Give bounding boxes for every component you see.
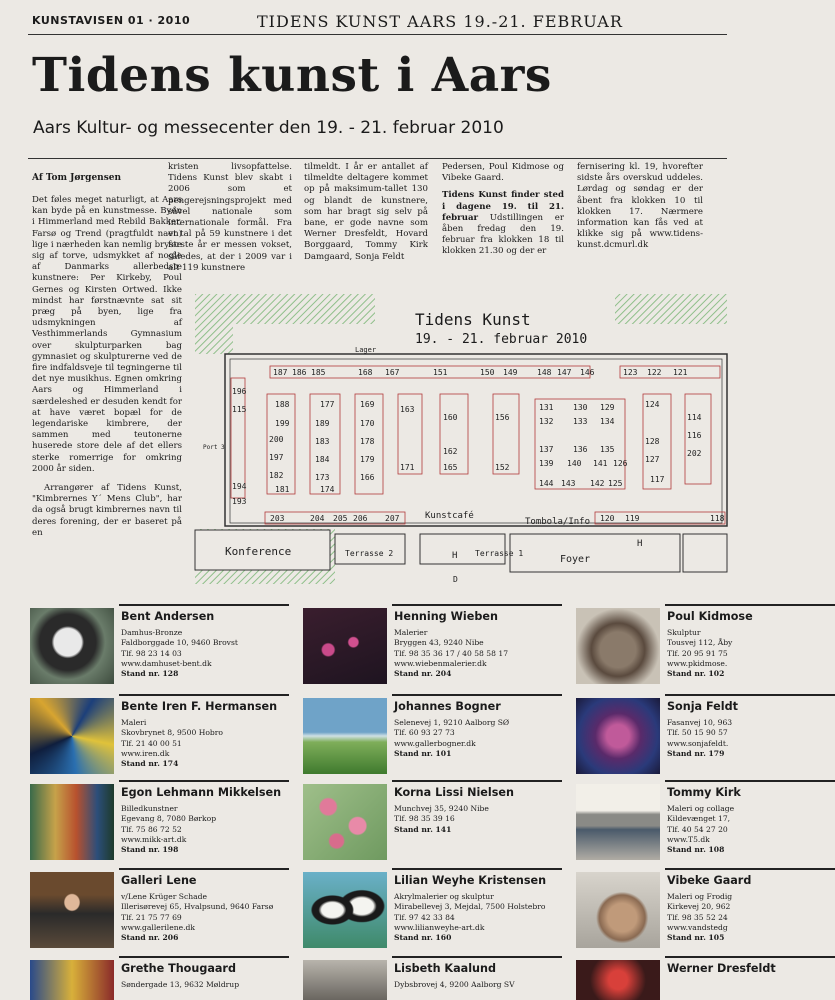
subheading: Tidens Kunst finder sted i dagene 19. til 21. februar [442, 190, 564, 223]
stand-number: Stand nr. 179 [667, 748, 725, 758]
room-label-foyer: Foyer [560, 554, 591, 565]
card-rule [119, 604, 289, 606]
stand-number: 162 [443, 447, 458, 456]
stand-number: 169 [360, 400, 375, 409]
detail-line: www.vandstedg [667, 922, 728, 932]
stand-number: 146 [580, 368, 595, 377]
stand-number: 136 [573, 445, 588, 454]
artwork-thumbnail [303, 784, 387, 860]
paragraph: kristen livsopfattelse. Tidens Kunst blev skabt i 2006 som et pengerejsningsprojekt med såvel nationale som internationale formål. Fra et tal på 59 kunstnere i det første år er messen vokset, således, at der i 2009 var i alt 119 kunstnere [168, 162, 292, 273]
detail-line: Tlf. 97 42 33 84 [394, 912, 455, 922]
stand-number: 126 [613, 459, 628, 468]
card-rule [392, 604, 562, 606]
artwork-thumbnail [576, 872, 660, 948]
artist-name: Poul Kidmose [667, 610, 753, 623]
room-label-d: D [453, 575, 458, 584]
artist-details [667, 628, 732, 679]
stand-number: 129 [600, 403, 615, 412]
artist-details [394, 628, 508, 679]
artwork-thumbnail [30, 784, 114, 860]
detail-line: Tlf. 60 93 27 73 [394, 728, 455, 738]
artist-card [576, 604, 834, 684]
detail-line: Søndergade 13, 9632 Møldrup [121, 980, 240, 989]
detail-line: Tlf. 20 95 91 75 [667, 648, 728, 658]
artwork-thumbnail [576, 784, 660, 860]
stand-number: 122 [647, 368, 662, 377]
artist-card [30, 956, 288, 1000]
stand-number: 143 [561, 479, 576, 488]
stand-number: 200 [269, 435, 284, 444]
artist-details [121, 892, 273, 943]
stand-labels [232, 368, 725, 523]
detail-line: www.gallerilene.dk [121, 922, 195, 932]
stand-number: 204 [310, 514, 325, 523]
card-rule [665, 604, 835, 606]
room-label-terrasse2: Terrasse 2 [345, 549, 394, 558]
detail-line: Billedkunstner [121, 804, 178, 813]
room-label-h1: H [452, 551, 458, 561]
detail-line: Maleri [121, 718, 147, 727]
article-title: Tidens kunst i Aars [32, 48, 552, 103]
stand-number: 202 [687, 449, 702, 458]
detail-line: Mirabellevej 3, Mejdal, 7500 Holstebro [394, 902, 546, 912]
artist-name: Tommy Kirk [667, 786, 741, 799]
card-rule [392, 868, 562, 870]
stand-number: 185 [311, 368, 326, 377]
artist-name: Bent Andersen [121, 610, 215, 623]
artist-name: Korna Lissi Nielsen [394, 786, 514, 799]
detail-line: Bryggen 43, 9240 Nibe [394, 638, 484, 648]
artist-card [30, 780, 288, 860]
artist-name: Henning Wieben [394, 610, 498, 623]
floor-plan-dates: 19. - 21. februar 2010 [415, 332, 588, 347]
card-rule [392, 694, 562, 696]
detail-line: Illerisørevej 65, Hvalpsund, 9640 Farsø [121, 902, 274, 912]
artist-details [121, 980, 239, 990]
detail-line: www.T5.dk [667, 834, 710, 844]
card-rule [119, 868, 289, 870]
artist-name: Lisbeth Kaalund [394, 962, 496, 975]
detail-line: Tlf. 75 86 72 52 [121, 824, 182, 834]
detail-line: Fasanvej 10, 963 [667, 718, 733, 727]
detail-line: Tlf. 98 35 36 17 / 40 58 58 17 [394, 648, 509, 658]
artist-card [576, 868, 834, 948]
article-column-2 [168, 162, 292, 282]
title-rule [28, 158, 727, 159]
stand-number: 117 [650, 475, 665, 484]
stand-number: 187 [273, 368, 288, 377]
detail-line: www.lilianweyhe-art.dk [394, 922, 485, 932]
stand-number: 206 [353, 514, 368, 523]
article-column-3 [304, 162, 428, 271]
stand-number: 174 [320, 485, 335, 494]
artist-card [303, 780, 561, 860]
card-rule [665, 694, 835, 696]
artwork-thumbnail [30, 698, 114, 774]
detail-line: www.damhuset-bent.dk [121, 658, 212, 668]
detail-line: Faldborggade 10, 9460 Brovst [121, 638, 238, 648]
stand-number: 134 [600, 417, 615, 426]
stand-number: 115 [232, 405, 247, 414]
room-label-h2: H [637, 539, 643, 549]
detail-line: Egevang 8, 7080 Børkop [121, 814, 217, 824]
detail-line: Malerier [394, 628, 428, 637]
artist-card [576, 780, 834, 860]
artist-card [303, 694, 561, 774]
artist-name: Galleri Lene [121, 874, 197, 887]
detail-line: Skulptur [667, 628, 701, 637]
detail-line: www.pkidmose. [667, 658, 728, 668]
detail-line: Tlf. 50 15 90 57 [667, 728, 728, 738]
stand-number: Stand nr. 101 [394, 748, 452, 758]
stand-number: Stand nr. 198 [121, 845, 179, 855]
artist-name: Grethe Thougaard [121, 962, 236, 975]
room-label-terrasse1: Terrasse 1 [475, 549, 524, 558]
stand-number: 128 [645, 437, 660, 446]
issue-label: KUNSTAVISEN 01 · 2010 [32, 14, 191, 27]
artist-name: Werner Dresfeldt [667, 962, 776, 975]
stand-number: Stand nr. 105 [667, 933, 725, 943]
artist-card [303, 604, 561, 684]
artist-details [394, 892, 545, 943]
stand-number: 120 [600, 514, 615, 523]
stand-number: 133 [573, 417, 588, 426]
artist-card [576, 956, 834, 1000]
stand-number: 184 [315, 455, 330, 464]
stand-number: 131 [539, 403, 554, 412]
artwork-thumbnail [30, 608, 114, 684]
article-column-1 [32, 195, 182, 547]
artist-details [667, 804, 734, 855]
stand-number: 147 [557, 368, 572, 377]
detail-line: Tlf. 98 35 52 24 [667, 912, 728, 922]
detail-line: Akrylmalerier og skulptur [394, 892, 494, 901]
room-label-konference: Konference [225, 545, 292, 558]
stand-number: 189 [315, 419, 330, 428]
stand-number: Stand nr. 204 [394, 669, 452, 679]
stand-number: 197 [269, 453, 284, 462]
byline: Af Tom Jørgensen [32, 173, 122, 183]
artist-details [121, 628, 238, 679]
stand-number: 160 [443, 413, 458, 422]
stand-number: 170 [360, 419, 375, 428]
detail-line: Maleri og Frodig [667, 892, 733, 901]
detail-line: Damhus-Bronze [121, 628, 183, 637]
stand-number: Stand nr. 141 [394, 824, 452, 834]
artist-card [30, 868, 288, 948]
stand-number: 151 [433, 368, 448, 377]
paragraph: tilmeldt. I år er antallet af tilmeldte deltagere kommet op på maksimum-tallet 130 og blandt de kunstnere, som har bragt sig selv på bane, er gode navne som Werner Dresfeldt, Hovard Borggaard, Tommy Kirk Damgaard, Sonja Feldt [304, 162, 428, 262]
article-column-4 [442, 162, 564, 258]
stand-number: Stand nr. 102 [667, 669, 725, 679]
stand-number: 132 [539, 417, 554, 426]
detail-line: www.wiebenmalerier.dk [394, 658, 487, 668]
stand-number: 186 [292, 368, 307, 377]
stand-number: 114 [687, 413, 702, 422]
stand-number: 141 [593, 459, 608, 468]
artist-name: Johannes Bogner [394, 700, 501, 713]
running-head: TIDENS KUNST AARS 19.-21. FEBRUAR [257, 12, 623, 31]
room-label-kunstcafe: Kunstcafé [425, 511, 474, 521]
stand-number: 156 [495, 413, 510, 422]
detail-line: www.sonjafeldt. [667, 738, 729, 748]
card-rule [119, 780, 289, 782]
detail-line: Skovbrynet 8, 9500 Hobro [121, 728, 223, 738]
stand-number: 199 [275, 419, 290, 428]
detail-line: Tlf. 40 54 27 20 [667, 824, 728, 834]
detail-line: Tousvej 112, Åby [667, 638, 733, 648]
artist-card [303, 956, 561, 1000]
detail-line: Kildevænget 17, [667, 814, 731, 824]
stand-number: 163 [400, 405, 415, 414]
detail-line: www.iren.dk [121, 748, 170, 758]
stand-number: 196 [232, 387, 247, 396]
artist-card [30, 604, 288, 684]
article-column-5 [577, 162, 703, 260]
artist-details [121, 804, 216, 855]
stand-number: 149 [503, 368, 518, 377]
stand-number: Stand nr. 108 [667, 845, 725, 855]
room-label-lager: Lager [355, 346, 377, 354]
artist-name: Vibeke Gaard [667, 874, 752, 887]
paragraph: Pedersen, Poul Kidmose og Vibeke Gaard. [442, 162, 564, 184]
card-rule [665, 780, 835, 782]
artist-details [394, 718, 509, 759]
detail-line: Tlf. 98 23 14 03 [121, 648, 182, 658]
stand-number: 181 [275, 485, 290, 494]
stand-number: 124 [645, 400, 660, 409]
artwork-thumbnail [576, 960, 660, 1000]
paragraph: Arrangører af Tidens Kunst, "Kimbrernes Y´ Mens Club", har da også brugt kimbrernes navn til deres forening, der er baseret på en [32, 483, 182, 538]
stand-number: Stand nr. 206 [121, 933, 179, 943]
artwork-thumbnail [576, 698, 660, 774]
article-subtitle: Aars Kultur- og messecenter den 19. - 21. februar 2010 [33, 118, 504, 138]
stand-number: 177 [320, 400, 335, 409]
stand-number: 116 [687, 431, 702, 440]
stand-number: 137 [539, 445, 554, 454]
artist-card [30, 694, 288, 774]
detail-line: www.gallerbogner.dk [394, 738, 476, 748]
paragraph: Det føles meget naturligt, at Aars kan byde på en kunstmesse. Byen i Himmerland med Rebild Bakker, Farsø og Trend (pragtfuldt navn) lige i nærheden kan nemlig bryste sig af torve, udsmykket af nogle af Danmarks allerbedste kunstnere: Per Kirkeby, Poul Gernes og Kirsten Ortwed. Ikke mindst har førstnævnte sat sit præg på byen, lige fra udsmykningen af Vesthimmerlands Gymnasium over skulpturparken bag gymnasiet og skulpturerne ved de fire indfaldsveje til tegningerne til det nye musikhus. Egnen omkring Aars og Himmerland i særdeleshed er desuden kendt for at have været bopæl for de legendariske kimbrere, der sammen med teutonerne huserede store dele af det ellers sterke romerrige for omkring 2000 år siden. [32, 195, 183, 474]
stand-number: 205 [333, 514, 348, 523]
stand-number: 142 [590, 479, 605, 488]
stand-number: 173 [315, 473, 330, 482]
artist-details [667, 718, 732, 759]
stand-number: 119 [625, 514, 640, 523]
stand-number: 194 [232, 482, 247, 491]
artist-card [576, 694, 834, 774]
stand-number: 144 [539, 479, 554, 488]
stand-number: 207 [385, 514, 400, 523]
stand-number: 148 [537, 368, 552, 377]
artist-details [394, 980, 515, 990]
stand-number: 121 [673, 368, 688, 377]
artwork-thumbnail [303, 960, 387, 1000]
stand-number: Stand nr. 128 [121, 669, 179, 679]
card-rule [119, 694, 289, 696]
artist-card [303, 868, 561, 948]
artist-name: Egon Lehmann Mikkelsen [121, 786, 282, 799]
stand-number: 123 [623, 368, 638, 377]
detail-line: Dybsbrovej 4, 9200 Aalborg SV [394, 980, 515, 989]
detail-line: Selenevej 1, 9210 Aalborg SØ [394, 718, 510, 727]
artwork-thumbnail [30, 872, 114, 948]
detail-line: Tlf. 21 40 00 51 [121, 738, 182, 748]
stand-number: 203 [270, 514, 285, 523]
floor-plan-title: Tidens Kunst [415, 310, 531, 329]
artwork-thumbnail [576, 608, 660, 684]
stand-number: 178 [360, 437, 375, 446]
artist-details [394, 804, 489, 835]
stand-number: 188 [275, 400, 290, 409]
stand-number: 179 [360, 455, 375, 464]
stand-number: 167 [385, 368, 400, 377]
stand-number: 140 [567, 459, 582, 468]
stand-number: 125 [608, 479, 623, 488]
card-rule [392, 956, 562, 958]
artist-name: Sonja Feldt [667, 700, 738, 713]
artist-name: Bente Iren F. Hermansen [121, 700, 278, 713]
artwork-thumbnail [30, 960, 114, 1000]
card-rule [665, 956, 835, 958]
stand-number: 150 [480, 368, 495, 377]
detail-line: Tlf. 98 35 39 16 [394, 814, 455, 824]
artist-name: Lilian Weyhe Kristensen [394, 874, 547, 887]
stand-number: Stand nr. 174 [121, 759, 179, 769]
artwork-thumbnail [303, 872, 387, 948]
paragraph: fernisering kl. 19, hvorefter sidste års overskud uddeles. Lørdag og søndag er der åbent fra klokken 10 til klokken 17. Nærmere information kan fås ved at klikke sig på www.tidens-kunst.dcmurl.dk [577, 162, 703, 251]
detail-line: Kirkevej 20, 962 [667, 902, 731, 912]
paragraph: Udstillingen er åben fredag den 19. februar fra klokken 18 til klokken 21.30 og der er [442, 212, 564, 257]
card-rule [392, 780, 562, 782]
artist-details [121, 718, 223, 769]
stand-number: 182 [269, 471, 284, 480]
room-label-tombola: Tombola/Info [525, 517, 591, 527]
header-rule [28, 34, 727, 35]
detail-line: Munchvej 35, 9240 Nibe [394, 804, 489, 813]
stand-number: 166 [360, 473, 375, 482]
detail-line: www.mikk-art.dk [121, 834, 187, 844]
stand-number: 168 [358, 368, 373, 377]
stand-number: 152 [495, 463, 510, 472]
stand-number: 165 [443, 463, 458, 472]
stand-number: 118 [710, 514, 725, 523]
artwork-thumbnail [303, 608, 387, 684]
artist-details [667, 892, 732, 943]
stand-number: 139 [539, 459, 554, 468]
room-label-port: Port 3 [203, 444, 225, 451]
card-rule [665, 868, 835, 870]
detail-line: Maleri og collage [667, 804, 735, 813]
detail-line: Tlf. 21 75 77 69 [121, 912, 182, 922]
stand-number: 135 [600, 445, 615, 454]
stand-number: 193 [232, 497, 247, 506]
artwork-thumbnail [303, 698, 387, 774]
detail-line: v/Lene Krüger Schade [121, 892, 208, 901]
stand-number: 171 [400, 463, 415, 472]
stand-number: 127 [645, 455, 660, 464]
stand-number: 183 [315, 437, 330, 446]
stand-number: 130 [573, 403, 588, 412]
stand-number: Stand nr. 160 [394, 933, 452, 943]
card-rule [119, 956, 289, 958]
